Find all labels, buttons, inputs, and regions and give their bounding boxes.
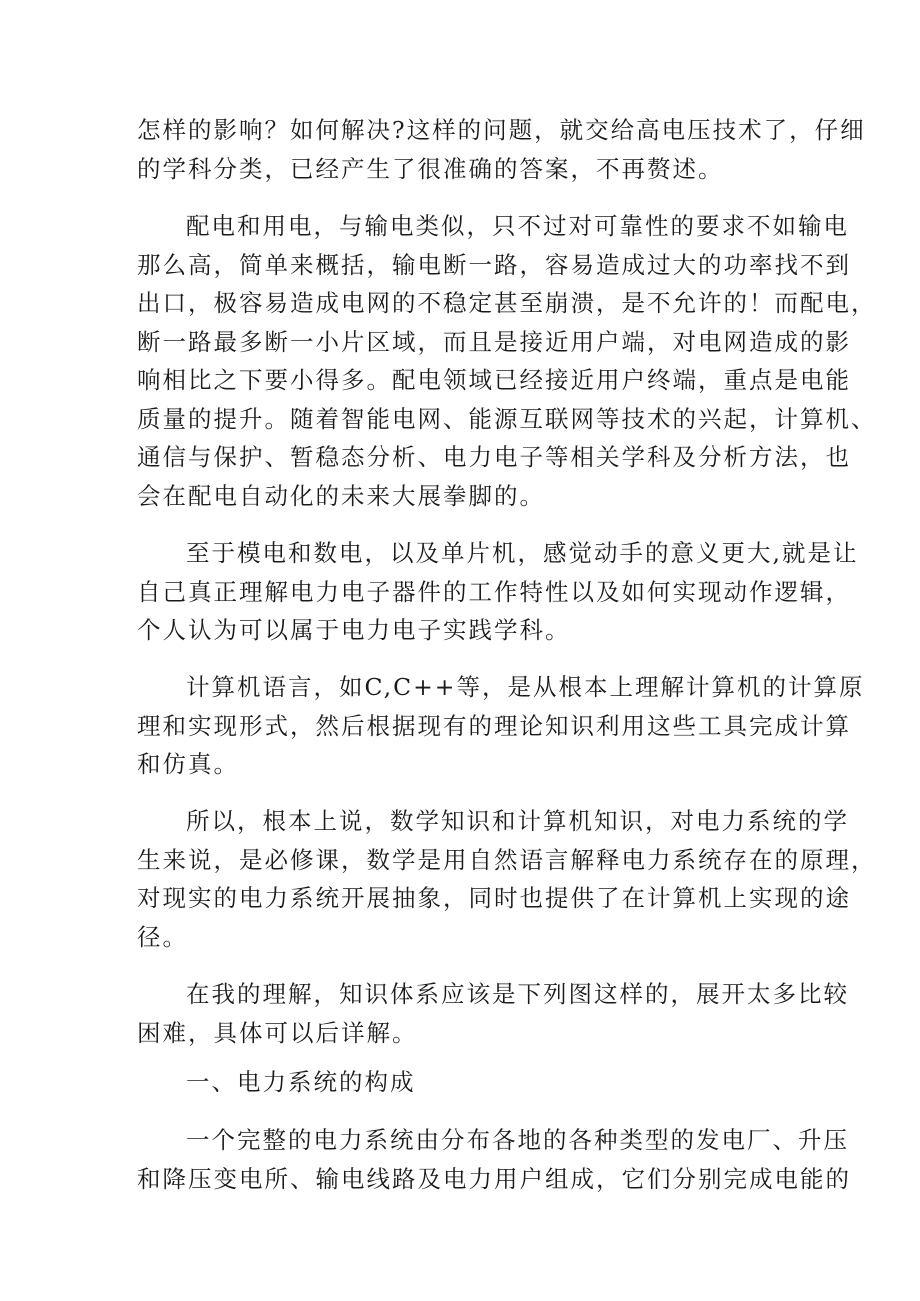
text-line: 理和实现形式，然后根据现有的理论知识利用这些工具完成计算: [137, 712, 851, 740]
text-line: 质量的提升。随着智能电网、能源互联网等技术的兴起，计算机、: [137, 405, 877, 433]
text-line: 怎样的影响？如何解决?这样的问题，就交给高电压技术了，仔细: [137, 116, 866, 144]
text-line: 和降压变电所、输电线路及电力用户组成，它们分别完成电能的: [137, 1165, 851, 1193]
text-line: 的学科分类，已经产生了很准确的答案，不再赘述。: [137, 155, 724, 183]
section-heading: 一、电力系统的构成: [186, 1068, 416, 1096]
paragraph-first-line: 所以，根本上说，数学知识和计算机知识，对电力系统的学: [186, 807, 849, 835]
paragraph-first-line: 在我的理解，知识体系应该是下列图这样的，展开太多比较: [186, 980, 849, 1008]
text-line: 径。: [137, 923, 188, 951]
text-line: 会在配电自动化的未来大展拳脚的。: [137, 482, 545, 510]
paragraph-first-line: 计算机语言，如C,C++等，是从根本上理解计算机的计算原: [186, 673, 865, 701]
text-line: 困难，具体可以后详解。: [137, 1019, 418, 1047]
text-line: 断一路最多断一小片区域，而且是接近用户端，对电网造成的影: [137, 328, 851, 356]
text-line: 那么高，简单来概括，输电断一路，容易造成过大的功率找不到: [137, 251, 851, 279]
text-line: 生来说，是必修课，数学是用自然语言解释电力系统存在的原理，: [137, 846, 877, 874]
text-line: 响相比之下要小得多。配电领域已经接近用户终端，重点是电能: [137, 366, 851, 394]
paragraph-first-line: 一个完整的电力系统由分布各地的各种类型的发电厂、升压: [186, 1126, 849, 1154]
text-line: 个人认为可以属于电力电子实践学科。: [137, 616, 571, 644]
paragraph-first-line: 配电和用电，与输电类似，只不过对可靠性的要求不如输电: [186, 212, 849, 240]
text-line: 自己真正理解电力电子器件的工作特性以及如何实现动作逻辑，: [137, 578, 851, 606]
text-line: 出口，极容易造成电网的不稳定甚至崩溃，是不允许的！而配电，: [137, 289, 877, 317]
text-line: 和仿真。: [137, 750, 239, 778]
text-line: 对现实的电力系统开展抽象，同时也提供了在计算机上实现的途: [137, 884, 851, 912]
paragraph-first-line: 至于模电和数电，以及单片机，感觉动手的意义更大,就是让: [186, 539, 859, 567]
text-line: 通信与保护、暂稳态分析、电力电子等相关学科及分析方法，也: [137, 443, 851, 471]
